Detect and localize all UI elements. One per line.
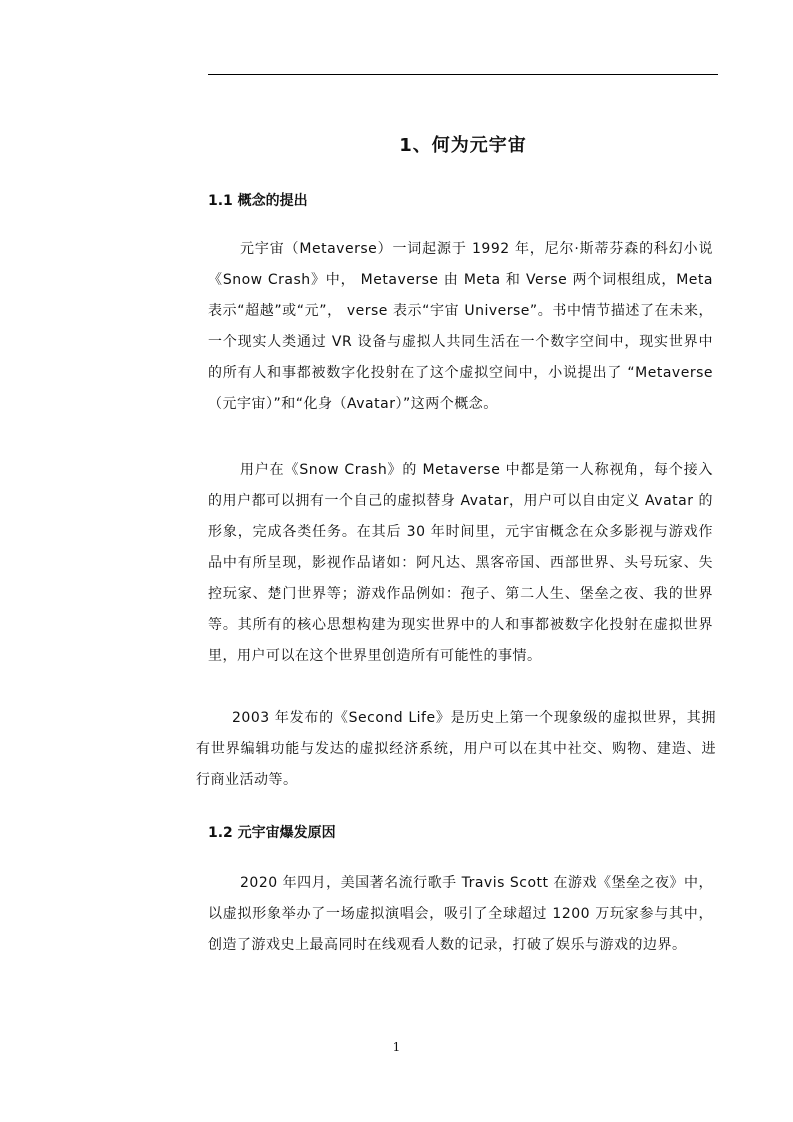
paragraph-travis-scott-concert: 2020 年四月，美国著名流行歌手 Travis Scott 在游戏《堡垒之夜》中，以虚拟形象举办了一场虚拟演唱会，吸引了全球超过 1200 万玩家参与其中，创造了游戏史上最高同时在线观看人数的记录，打破了娱乐与游戏的边界。 bbox=[208, 875, 713, 953]
section-heading-1-2: 1.2 元宇宙爆发原因 bbox=[208, 825, 336, 841]
paragraph-snow-crash-avatar: 用户在《Snow Crash》的 Metaverse 中都是第一人称视角，每个接入的用户都可以拥有一个自己的虚拟替身 Avatar，用户可以自由定义 Avatar 的形象，完成各类任务。在其后 30 年时间里，元宇宙概念在众多影视与游戏作品中有所呈现，影视作品诸如：阿凡达、黑客帝国、西部世界、头号玩家、失控玩家、楚门世界等；游戏作品例如：孢子、第二人生、堡垒之夜、我的世界等。其所有的核心思想构建为现实世界中的人和事都被数字化投射在虚拟世界里，用户可以在这个世界里创造所有可能性的事情。 bbox=[208, 462, 713, 664]
section-heading-1-1: 1.1 概念的提出 bbox=[208, 193, 308, 209]
chapter-title: 1、何为元宇宙 bbox=[399, 135, 527, 156]
paragraph-metaverse-origin: 元宇宙（Metaverse）一词起源于 1992 年，尼尔·斯蒂芬森的科幻小说《Snow Crash》中， Metaverse 由 Meta 和 Verse 两个词根组成，Meta 表示“超越”或“元”， verse 表示“宇宙 Universe”。书中情节描述了在未来，一个现实人类通过 VR 设备与虚拟人共同生活在一个数字空间中，现实世界中的所有人和事都被数字化投射在了这个虚拟空间中，小说提出了 “Metaverse（元宇宙）”和“化身（Avatar）”这两个概念。 bbox=[208, 241, 713, 412]
paragraph-second-life: 2003 年发布的《Second Life》是历史上第一个现象级的虚拟世界，其拥有世界编辑功能与发达的虚拟经济系统，用户可以在其中社交、购物、建造、进行商业活动等。 bbox=[196, 710, 716, 788]
page-number: 1 bbox=[392, 1040, 401, 1054]
header-rule bbox=[208, 74, 718, 75]
